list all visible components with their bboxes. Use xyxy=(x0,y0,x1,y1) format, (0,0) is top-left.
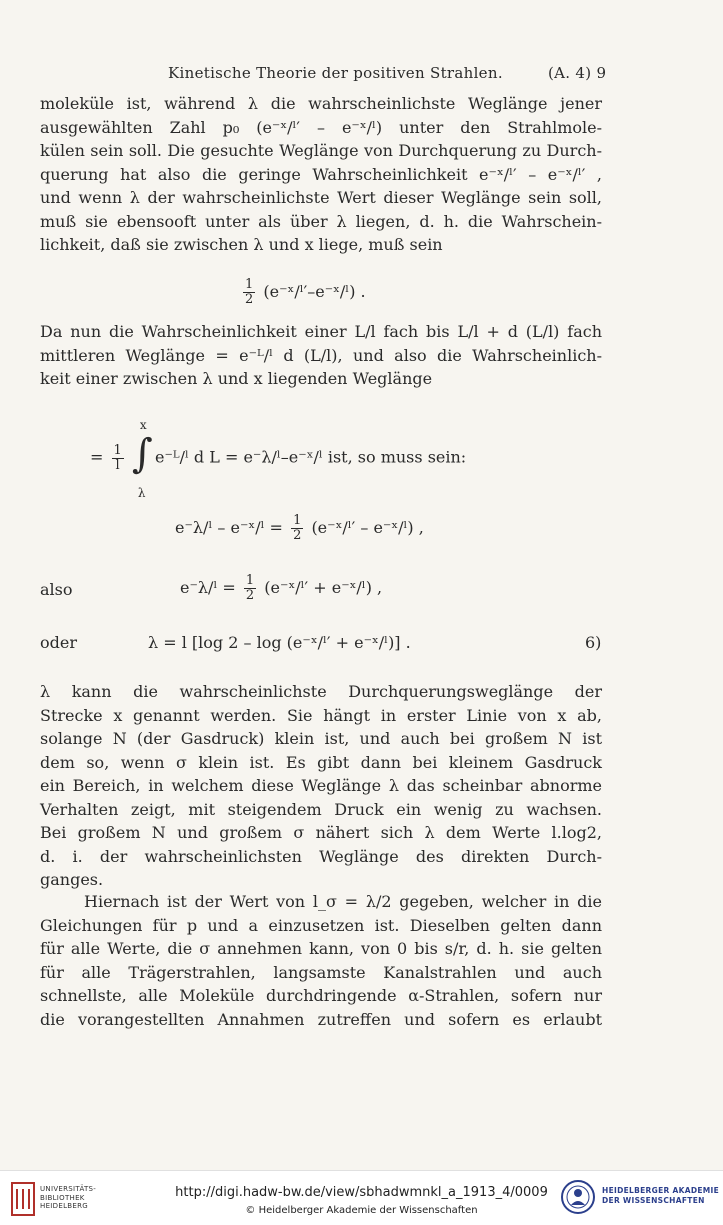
text-line: keit einer zwischen λ und x liegenden Weglänge xyxy=(40,369,433,388)
academy-name: HEIDELBERGER AKADEMIE DER WISSENSCHAFTEN xyxy=(602,1186,720,1205)
equation-right: (e⁻ˣ/ˡ′ + e⁻ˣ/ˡ) , xyxy=(264,578,383,597)
equation-5: λ = l [log 2 – log (e⁻ˣ/ˡ′ + e⁻ˣ/ˡ)] . xyxy=(148,633,411,652)
text-line: für alle Werte, die σ annehmen kann, von 0 bis s/r, d. h. sie gelten xyxy=(40,939,602,958)
equation-number: 6) xyxy=(585,633,602,652)
paragraph-3 xyxy=(40,680,602,892)
text-line: lichkeit, daß sie zwischen λ und x liege, muß sein xyxy=(40,235,443,254)
header-page-ref: (A. 4) 9 xyxy=(548,64,607,82)
text-line: die vorangestellten Annahmen zutreffen und sofern es erlaubt xyxy=(40,1009,602,1029)
equation-body: e⁻ᴸ/ˡ d L = e⁻λ/ˡ–e⁻ˣ/ˡ ist, so muss sein: xyxy=(154,447,467,467)
fraction: $\frac{1}{2}$ xyxy=(293,513,302,543)
equation-left: e⁻λ/ˡ – e⁻ˣ/ˡ = xyxy=(175,518,283,537)
equation-1 xyxy=(240,278,366,307)
paragraph-2 xyxy=(40,320,602,391)
text-line: für alle Trägerstrahlen, langsamste Kanalstrahlen und auch xyxy=(40,962,602,982)
text-line: d. i. der wahrscheinlichsten Weglänge des direkten Durch- xyxy=(40,846,602,866)
equation-5-label: oder xyxy=(40,633,77,652)
text-line: und wenn λ der wahrscheinlichste Wert dieser Weglänge sein soll, xyxy=(40,188,602,207)
text-line: külen sein soll. Die gesuchte Weglänge von Durchquerung zu Durch- xyxy=(40,141,602,160)
fraction: $\frac{1}{2}$ xyxy=(245,573,255,603)
copyright-notice: © Heidelberger Akademie der Wissenschaften xyxy=(245,1205,478,1216)
equation-body: (e⁻ˣ/ˡ′–e⁻ˣ/ˡ) . xyxy=(263,282,366,301)
fraction: $\frac{1}{l}$ xyxy=(113,442,122,473)
permalink-url[interactable]: http://digi.hadw-bw.de/view/sbhadwmnkl_a_1913_4/0009 xyxy=(175,1185,548,1200)
fraction: $\frac{1}{2}$ xyxy=(245,277,254,307)
text-line: dem so, wenn σ klein ist. Es gibt dann bei kleinem Gasdruck xyxy=(40,752,602,772)
integral-icon: ∫ x λ xyxy=(131,418,153,500)
text-line: ganges. xyxy=(40,870,104,889)
text-line: ausgewählten Zahl p₀ (e⁻ˣ/ˡ′ – e⁻ˣ/ˡ) unter den Strahlmole- xyxy=(40,117,602,137)
equation-4 xyxy=(180,574,382,603)
text-line: Strecke x genannt werden. Sie hängt in erster Linie von x ab, xyxy=(40,705,602,725)
equation-4-label: also xyxy=(40,580,73,599)
equals-sign: = xyxy=(90,447,104,467)
text-line: ein Bereich, in welchem diese Weglänge λ das scheinbar abnorme xyxy=(40,776,602,795)
text-line: mittleren Weglänge = e⁻ᴸ/ˡ d (L/l), und also die Wahrscheinlich- xyxy=(40,345,602,365)
text-line: moleküle ist, während λ die wahrscheinlichste Weglänge jener xyxy=(40,94,602,113)
text-line: schnellste, alle Moleküle durchdringende α-Strahlen, sofern nur xyxy=(40,986,602,1005)
equation-left: e⁻λ/ˡ = xyxy=(180,578,236,597)
text-line: Gleichungen für p und a einzusetzen ist. Dieselben gelten dann xyxy=(40,915,602,935)
paragraph-4 xyxy=(40,890,602,1031)
text-line: Bei großem N und großem σ nähert sich λ dem Werte l.log2, xyxy=(40,823,602,842)
text-line: querung hat also die geringe Wahrscheinlichkeit e⁻ˣ/ˡ′ – e⁻ˣ/ˡ′ , xyxy=(40,164,602,184)
academy-seal-icon xyxy=(560,1179,596,1215)
paragraph-1 xyxy=(40,92,602,257)
integral-lower-limit: λ xyxy=(137,486,146,500)
text-line: Verhalten zeigt, mit steigendem Druck ein wenig zu wachsen. xyxy=(40,799,602,819)
equation-2 xyxy=(90,418,467,500)
integral-upper-limit: x xyxy=(139,418,147,432)
university-library-name: UNIVERSITÄTS- BIBLIOTHEK HEIDELBERG xyxy=(40,1185,97,1210)
text-line: λ kann die wahrscheinlichste Durchquerungsweglänge der xyxy=(40,682,602,701)
text-line: Hiernach ist der Wert von l_σ = λ/2 gegeben, welcher in die xyxy=(84,892,602,911)
text-line: solange N (der Gasdruck) klein ist, und auch bei großem N ist xyxy=(40,729,602,748)
equation-3 xyxy=(175,514,424,543)
text-line: muß sie ebensooft unter als über λ liegen, d. h. die Wahrschein- xyxy=(40,211,602,231)
text-line: Da nun die Wahrscheinlichkeit einer L/l fach bis L/l + d (L/l) fach xyxy=(40,322,602,341)
equation-right: (e⁻ˣ/ˡ′ – e⁻ˣ/ˡ) , xyxy=(311,518,424,537)
header-title: Kinetische Theorie der positiven Strahlen. xyxy=(168,64,503,82)
footer-bar xyxy=(0,1170,723,1225)
